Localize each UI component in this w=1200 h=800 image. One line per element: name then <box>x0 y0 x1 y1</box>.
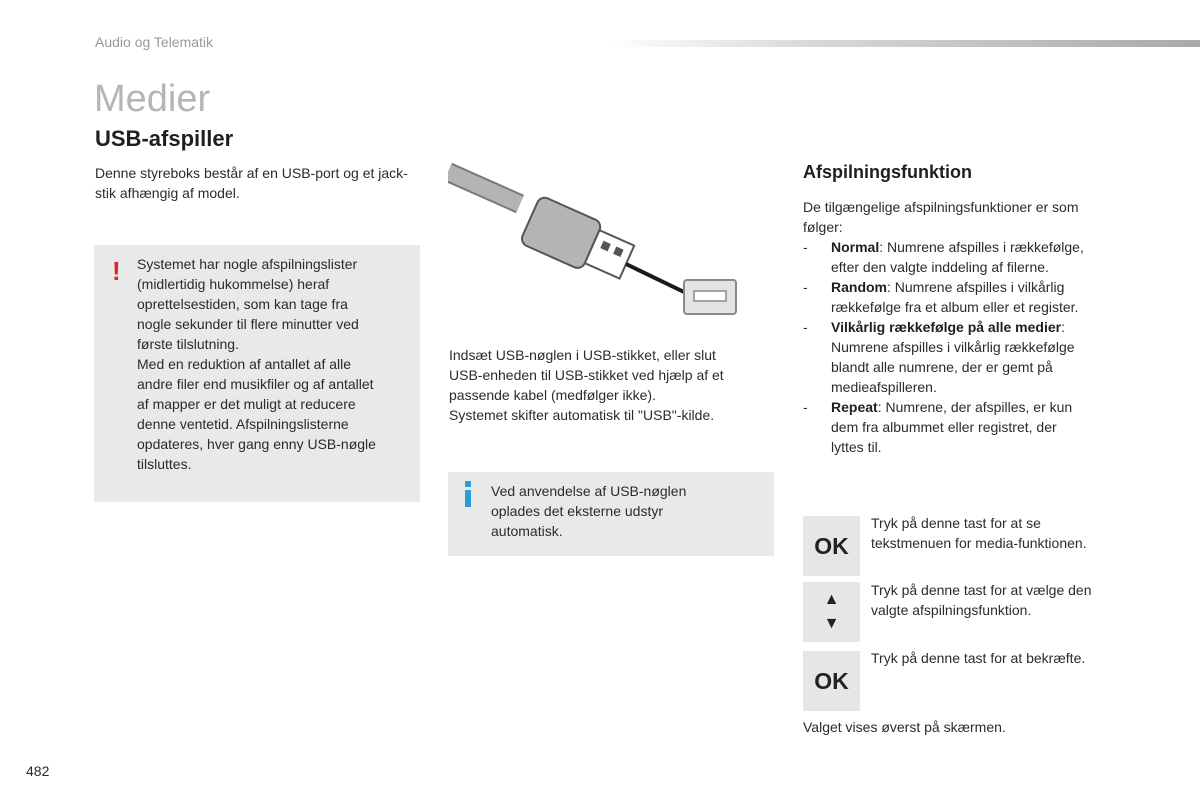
arrow-up-icon: ▲ <box>823 591 840 608</box>
playback-intro-line: De tilgængelige afspilningsfunktioner er som <box>803 199 1079 215</box>
mode-term: Random <box>831 279 887 295</box>
playback-title: Afspilningsfunktion <box>803 162 972 182</box>
warning-line: af mapper er det muligt at reducere <box>137 396 356 412</box>
mode-desc: : Numrene, der afspilles, er kun <box>877 399 1073 415</box>
mode-desc: dem fra albummet eller registret, der <box>831 419 1057 435</box>
warning-text <box>137 254 407 474</box>
key-desc-line: tekstmenuen for media-funktionen. <box>871 535 1087 551</box>
mode-term: Normal <box>831 239 880 255</box>
section-title: USB-afspiller <box>95 126 234 151</box>
mode-desc: rækkefølge fra et album eller et register. <box>831 299 1079 315</box>
key-description <box>871 648 1121 668</box>
info-line: automatisk. <box>491 523 563 539</box>
warning-line: opdateres, hver gang enny USB-nøgle <box>137 436 376 452</box>
key-desc-line: valgte afspilningsfunktion. <box>871 602 1032 618</box>
warning-icon: ! <box>112 256 121 286</box>
mode-term: Repeat <box>831 399 878 415</box>
header-gradient-bar <box>605 40 1200 47</box>
usb-line: passende kabel (medfølger ikke). <box>449 387 656 403</box>
info-line: Ved anvendelse af USB-nøglen <box>491 483 687 499</box>
ok-key-confirm: OK <box>803 651 860 711</box>
warning-line: nogle sekunder til flere minutter ved <box>137 316 359 332</box>
usb-line: USB-enheden til USB-stikket ved hjælp af et <box>449 367 724 383</box>
section-label: Audio og Telematik <box>95 34 214 50</box>
usb-line: Indsæt USB-nøglen i USB-stikket, eller slut <box>449 347 716 363</box>
key-desc-line: Tryk på denne tast for at vælge den <box>871 582 1092 598</box>
list-item <box>803 277 1123 317</box>
mode-term: Vilkårlig rækkefølge på alle medier <box>831 319 1062 335</box>
warning-line: (midlertidig hukommelse) heraf <box>137 276 330 292</box>
warning-line: denne ventetid. Afspilningslisterne <box>137 416 349 432</box>
info-icon <box>464 481 472 507</box>
usb-plug-illustration <box>448 162 748 337</box>
warning-line: oprettelsestiden, som kan tage fra <box>137 296 348 312</box>
mode-desc: efter den valgte inddeling af filerne. <box>831 259 1049 275</box>
mode-desc: medieafspilleren. <box>831 379 937 395</box>
list-dash: - <box>803 319 808 335</box>
info-line: oplades det eksterne udstyr <box>491 503 663 519</box>
list-dash: - <box>803 279 808 295</box>
mode-desc: : Numrene afspilles i rækkefølge, <box>879 239 1084 255</box>
key-desc-line: Tryk på denne tast for at se <box>871 515 1041 531</box>
result-note: Valget vises øverst på skærmen. <box>803 719 1006 735</box>
mode-desc: Numrene afspilles i vilkårlig rækkefølge <box>831 339 1075 355</box>
mode-desc: blandt alle numrene, der er gemt på <box>831 359 1053 375</box>
key-desc-line: Tryk på denne tast for at bekræfte. <box>871 650 1086 666</box>
key-description <box>871 513 1121 553</box>
usb-line: Systemet skifter automatisk til "USB"-kilde. <box>449 407 715 423</box>
list-dash: - <box>803 239 808 255</box>
info-text <box>491 481 761 541</box>
ok-key-menu: OK <box>803 516 860 576</box>
list-item <box>803 317 1123 397</box>
playback-intro <box>803 197 1123 237</box>
intro-paragraph: Denne styreboks består af en USB-port og et jack-stik afhængig af model. <box>95 165 408 201</box>
page-title: Medier <box>94 78 211 120</box>
key-description <box>871 580 1121 620</box>
list-item <box>803 397 1123 457</box>
playback-mode-list <box>803 237 1123 457</box>
usb-instructions <box>449 345 769 425</box>
warning-line: Systemet har nogle afspilningslister <box>137 256 358 272</box>
arrow-down-icon: ▼ <box>823 615 840 632</box>
warning-line: Med en reduktion af antallet af alle <box>137 356 352 372</box>
list-dash: - <box>803 399 808 415</box>
playback-intro-line: følger: <box>803 219 843 235</box>
page-number: 482 <box>26 763 50 779</box>
list-item <box>803 237 1123 277</box>
mode-desc: : <box>1061 319 1065 335</box>
up-down-arrow-key <box>803 582 860 642</box>
mode-desc: lyttes til. <box>831 439 882 455</box>
warning-line: tilsluttes. <box>137 456 192 472</box>
mode-desc: : Numrene afspilles i vilkårlig <box>887 279 1065 295</box>
warning-line: første tilslutning. <box>137 336 239 352</box>
warning-line: andre filer end musikfiler og af antallet <box>137 376 374 392</box>
